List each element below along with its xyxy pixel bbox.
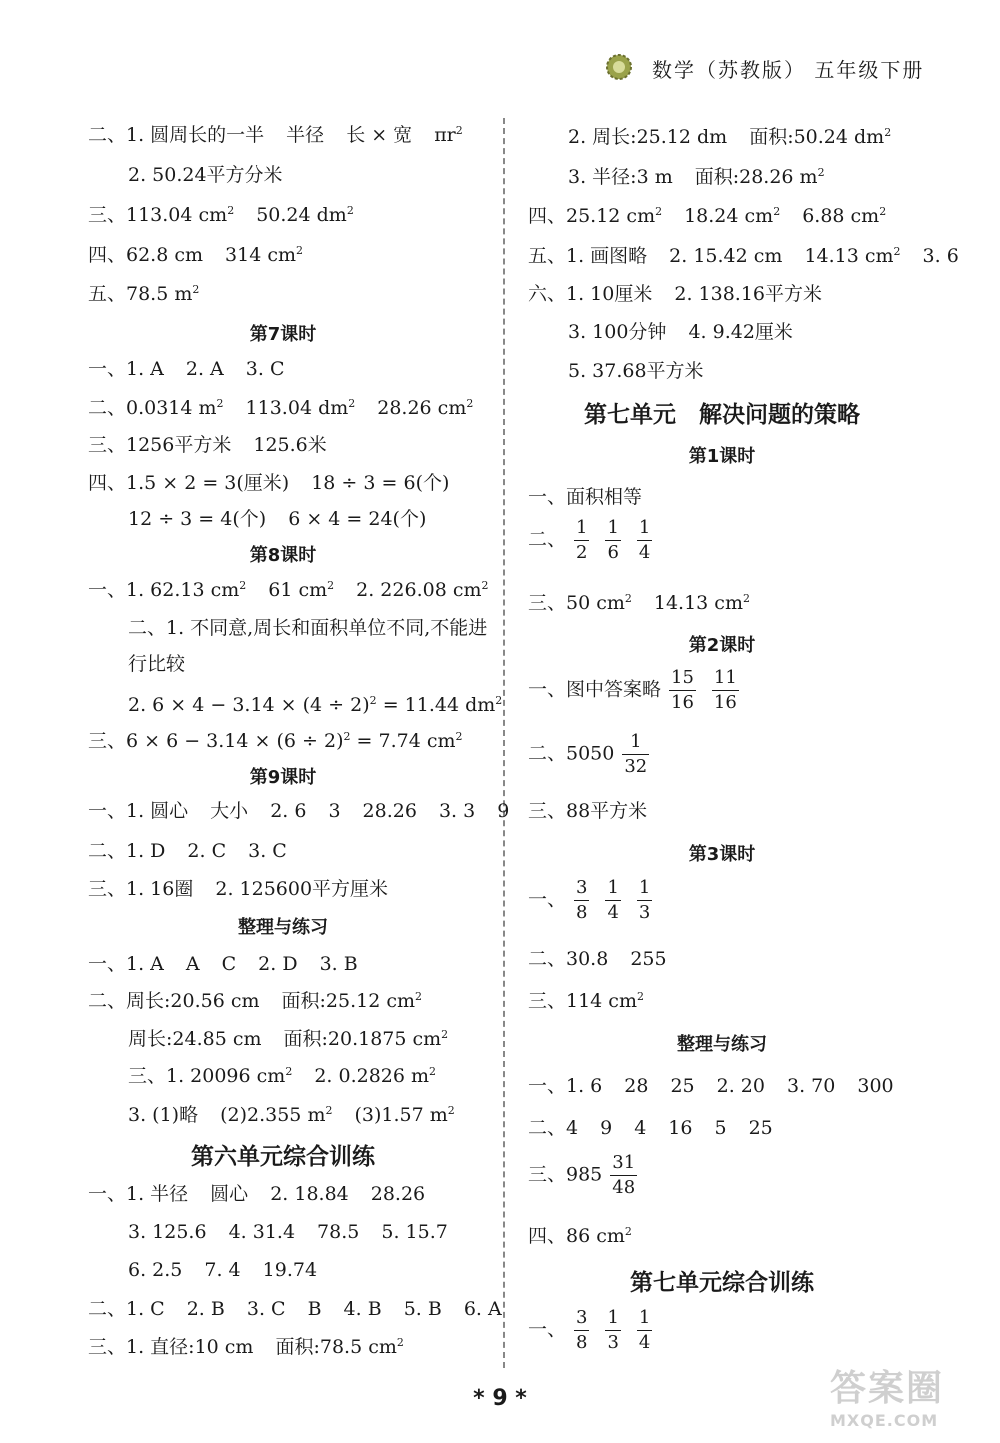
fraction-numerator: 1 <box>605 1306 620 1331</box>
answer-line <box>88 395 495 421</box>
answer-item: 2. 226.08 $cm^2$ <box>356 579 489 601</box>
badge-icon <box>604 52 634 82</box>
fraction-numerator: 15 <box>669 666 696 691</box>
answer-item: 28.26 $cm^2$ <box>377 397 474 419</box>
answer-item: 2. A <box>185 358 224 380</box>
answer-item: 3. C <box>246 1298 286 1320</box>
answer-item: 300 <box>857 1075 894 1097</box>
answer-item: B <box>307 1298 322 1320</box>
answer-line <box>88 242 325 268</box>
fraction <box>574 876 589 925</box>
answer-item: 一、面积相等 <box>528 486 643 508</box>
watermark-line1: 答案圈 <box>830 1368 945 1409</box>
answer-item: 5. 37.68平方米 <box>568 360 704 382</box>
fraction <box>622 730 649 779</box>
answer-item: 大小 <box>210 800 249 822</box>
answer-item: 28.26 <box>370 1183 426 1205</box>
answer-item: 六、1. 10厘米 <box>528 283 653 305</box>
answer-item: 一、1. 62.13 $cm^2$ <box>88 579 247 601</box>
answer-line <box>128 615 509 641</box>
fraction <box>637 876 652 925</box>
answer-item: 6.88 $cm^2$ <box>802 205 887 227</box>
answer-item: 2. B <box>186 1298 225 1320</box>
fraction-numerator: 3 <box>574 1306 589 1331</box>
answer-item: 2. 周长:25.12 dm <box>568 126 728 148</box>
fraction-numerator: 1 <box>637 1306 652 1331</box>
answer-item: A <box>185 953 200 975</box>
answer-line <box>88 951 380 977</box>
answer-item: 二、0.0314 $m^2$ <box>88 397 224 419</box>
answer-item: 255 <box>630 948 667 970</box>
answer-item: 3. 70 <box>787 1075 836 1097</box>
answer-item: 三、113.04 $cm^2$ <box>88 204 235 226</box>
answer-item: 3. 6 <box>922 245 959 267</box>
fraction <box>605 516 620 565</box>
answer-line <box>528 798 669 824</box>
answer-item: 50.24 $dm^2$ <box>256 204 354 226</box>
fraction-numerator: 1 <box>622 730 649 755</box>
answer-item: 9 <box>497 800 510 822</box>
fraction <box>610 1151 637 1200</box>
answer-item: 4. 9.42厘米 <box>688 321 793 343</box>
answer-item: 面积:50.24 $dm^2$ <box>749 126 892 148</box>
answer-item: 2. $6 \times 4 - 3.14 \times (4 \div 2)^2 = 11.44$ $dm^2$ <box>128 694 503 716</box>
answer-item: 5. 15.7 <box>381 1221 448 1243</box>
fraction <box>637 516 652 565</box>
answer-item: 2. 18.84 <box>270 1183 349 1205</box>
answer-line <box>88 988 444 1014</box>
answer-item: 二、1. 圆周长的一半 <box>88 124 265 146</box>
answer-item: 三、114 $cm^2$ <box>528 990 644 1012</box>
fraction-denominator: 6 <box>607 542 619 563</box>
answer-line <box>528 876 660 925</box>
answer-item: 6. 2.5 <box>128 1259 183 1281</box>
answer-prefix: 二、 <box>528 528 567 551</box>
answer-line <box>528 203 908 229</box>
answer-line <box>128 1026 470 1052</box>
section-heading: 第七单元 解决问题的策略 <box>584 402 860 428</box>
answer-item: 四、62.8 cm <box>88 244 204 266</box>
answer-line <box>128 1257 339 1283</box>
answer-item: 28.26 <box>362 800 417 822</box>
fraction-denominator: 4 <box>638 1332 651 1353</box>
answer-line <box>88 1296 524 1322</box>
answer-line <box>528 243 981 269</box>
answer-prefix: 一、 <box>528 888 567 911</box>
answer-line <box>88 838 309 864</box>
answer-line <box>568 124 913 150</box>
answer-item: 3. C <box>248 840 287 862</box>
answer-line <box>88 728 485 754</box>
answer-line <box>568 164 847 190</box>
answer-item: 25 <box>670 1075 695 1097</box>
answer-line <box>88 798 531 824</box>
answer-item: 3. 半径:3 m <box>568 166 673 188</box>
answer-line <box>528 666 747 715</box>
answer-item: 二、周长:20.56 cm <box>88 990 260 1012</box>
answer-item: 6 × 4 = 24(个) <box>288 508 427 530</box>
answer-line <box>128 1219 470 1245</box>
answer-item: 16 <box>668 1117 693 1139</box>
section-heading: 第9课时 <box>249 767 317 788</box>
answer-item: 78.5 <box>317 1221 360 1243</box>
header-title: 数学（苏教版） 五年级下册 <box>652 58 925 82</box>
answer-line <box>568 319 815 345</box>
fraction-denominator: 4 <box>607 902 619 923</box>
answer-item: 四、1.5 × 2 = 3(厘米) <box>88 472 290 494</box>
fraction-denominator: 3 <box>638 902 651 923</box>
fraction <box>605 1306 620 1355</box>
answer-line <box>128 692 524 718</box>
fraction-numerator: 1 <box>605 516 620 541</box>
answer-item: 125.6米 <box>253 434 327 456</box>
answer-item: 25 <box>748 1117 773 1139</box>
answer-item: 三、88平方米 <box>528 800 648 822</box>
answer-item: 二、1. 不同意,周长和面积单位不同,不能进 <box>128 617 488 639</box>
column-divider <box>503 118 505 1368</box>
fraction-denominator: 32 <box>624 756 648 777</box>
answer-item: 圆心 <box>210 1183 249 1205</box>
answer-line <box>528 988 666 1014</box>
answer-item: 一、1. 半径 <box>88 1183 189 1205</box>
answer-prefix: 一、 <box>528 1318 567 1341</box>
answer-prefix: 一、图中答案略 <box>528 678 662 701</box>
answer-item: 三、$6 \times 6 - 3.14 \times (6 \div 2)^2 = 7.74$ $cm^2$ <box>88 730 463 752</box>
watermark-line2: MXQE.COM <box>830 1411 939 1430</box>
answer-item: 5 <box>714 1117 727 1139</box>
fraction-numerator: 1 <box>637 516 652 541</box>
answer-prefix: 二、5050 <box>528 742 615 765</box>
answer-item: 3. 3 <box>438 800 476 822</box>
answer-item: 3. 125.6 <box>128 1221 207 1243</box>
answer-line <box>128 651 207 677</box>
answer-line <box>128 506 448 532</box>
section-heading: 第8课时 <box>249 545 317 566</box>
answer-item: 18.24 $cm^2$ <box>684 205 781 227</box>
answer-item: 三、1256平方米 <box>88 434 232 456</box>
answer-item: 三、1. 直径:10 cm <box>88 1336 254 1358</box>
fraction <box>574 516 589 565</box>
answer-item: 面积:25.12 $cm^2$ <box>281 990 422 1012</box>
section-heading: 第1课时 <box>688 446 756 467</box>
answer-item: 113.04 $dm^2$ <box>245 397 356 419</box>
answer-item: (3)1.57 $m^2$ <box>354 1104 455 1126</box>
answer-item: 2. 20 <box>716 1075 765 1097</box>
fraction-denominator: 3 <box>607 1332 619 1353</box>
answer-item: 4. 31.4 <box>228 1221 296 1243</box>
answer-item: 2. 6 <box>270 800 307 822</box>
answer-item: 2. 15.42 cm <box>669 245 783 267</box>
answer-item: 面积:20.1875 $cm^2$ <box>283 1028 449 1050</box>
answer-item: 一、1. A <box>88 358 164 380</box>
answer-item: 4. B <box>343 1298 382 1320</box>
answer-line <box>528 1073 916 1099</box>
answer-line <box>88 122 485 148</box>
answer-item: 12 ÷ 3 = 4(个) <box>128 508 267 530</box>
answer-item: 面积:28.26 $m^2$ <box>694 166 825 188</box>
fraction <box>605 876 620 925</box>
answer-line <box>88 202 376 228</box>
watermark-logo <box>830 1360 980 1430</box>
answer-item: 28 <box>624 1075 649 1097</box>
fraction-numerator: 1 <box>605 876 620 901</box>
section-heading: 第3课时 <box>688 844 756 865</box>
page-header <box>600 52 980 86</box>
answer-item: 2. C <box>187 840 227 862</box>
answer-item: 二、1. D <box>88 840 166 862</box>
answer-item: 半径 <box>286 124 325 146</box>
answer-item: 三、50 $cm^2$ <box>528 592 632 614</box>
answer-item: 四、25.12 $cm^2$ <box>528 205 663 227</box>
answer-item: 7. 4 <box>204 1259 241 1281</box>
fraction-numerator: 3 <box>574 876 589 901</box>
answer-item: 3 <box>328 800 341 822</box>
answer-item: 14.13 $cm^2$ <box>804 245 901 267</box>
fraction-denominator: 4 <box>638 542 651 563</box>
answer-item: 3. 100分钟 <box>568 321 667 343</box>
answer-item: 314 $cm^2$ <box>225 244 303 266</box>
answer-item: 3. C <box>245 358 285 380</box>
answer-item: 6. A <box>463 1298 502 1320</box>
answer-item: 三、1. 20096 $cm^2$ <box>128 1065 293 1087</box>
fraction-denominator: 8 <box>576 1332 588 1353</box>
fraction-numerator: 31 <box>610 1151 637 1176</box>
answer-line <box>528 281 844 307</box>
answer-item: 三、1. 16圈 <box>88 878 194 900</box>
section-heading: 第2课时 <box>688 635 756 656</box>
answer-line <box>88 470 471 496</box>
answer-item: 行比较 <box>128 653 186 675</box>
answer-item: 五、1. 画图略 <box>528 245 648 267</box>
answer-item: 3. (1)略 <box>128 1104 199 1126</box>
answer-line <box>528 516 660 565</box>
answer-item: 3. B <box>319 953 358 975</box>
fraction-numerator: 11 <box>712 666 739 691</box>
answer-item: 9 <box>600 1117 613 1139</box>
answer-item: 二、4 <box>528 1117 579 1139</box>
answer-prefix: 三、985 <box>528 1163 603 1186</box>
answer-line <box>528 946 689 972</box>
answer-line <box>528 1306 660 1355</box>
answer-line <box>128 1063 458 1089</box>
answer-item: 二、1. C <box>88 1298 165 1320</box>
fraction-denominator: 16 <box>713 692 737 713</box>
answer-item: 4 <box>634 1117 647 1139</box>
answer-item: 2. 0.2826 $m^2$ <box>314 1065 437 1087</box>
fraction <box>574 1306 589 1355</box>
section-heading: 整理与练习 <box>677 1034 767 1055</box>
answer-item: 2. D <box>258 953 298 975</box>
answer-item: 2. 138.16平方米 <box>674 283 823 305</box>
fraction-denominator: 16 <box>671 692 694 713</box>
answer-line <box>528 1151 645 1200</box>
answer-item: 一、1. 圆心 <box>88 800 189 822</box>
answer-item: 5. B <box>403 1298 442 1320</box>
answer-item: 一、1. A <box>88 953 164 975</box>
answer-item: 2. 50.24平方分米 <box>128 164 283 186</box>
fraction-denominator: 2 <box>576 542 588 563</box>
answer-item: 19.74 <box>262 1259 318 1281</box>
answer-item: 周长:24.85 cm <box>128 1028 262 1050</box>
answer-line <box>88 356 307 382</box>
fraction-denominator: 8 <box>576 902 588 923</box>
answer-item: 2. 125600平方厘米 <box>215 878 389 900</box>
answer-line <box>88 1334 426 1360</box>
fraction-numerator: 1 <box>637 876 652 901</box>
answer-item: 面积:78.5 $cm^2$ <box>275 1336 404 1358</box>
answer-item: 二、30.8 <box>528 948 609 970</box>
section-heading: 第七单元综合训练 <box>630 1270 814 1296</box>
answer-line <box>528 1115 795 1141</box>
answer-item: 14.13 $cm^2$ <box>653 592 750 614</box>
fraction-numerator: 1 <box>574 516 589 541</box>
section-heading: 整理与练习 <box>238 917 328 938</box>
fraction-denominator: 48 <box>612 1177 636 1198</box>
answer-line <box>128 162 305 188</box>
section-heading: 第7课时 <box>249 324 317 345</box>
answer-item: 长 × 宽 <box>346 124 413 146</box>
answer-item: C <box>221 953 237 975</box>
answer-line <box>88 1181 447 1207</box>
answer-line <box>528 484 664 510</box>
fraction <box>712 666 739 715</box>
answer-item: 18 ÷ 3 = 6(个) <box>311 472 450 494</box>
answer-line <box>88 432 349 458</box>
answer-item: 一、1. 6 <box>528 1075 603 1097</box>
answer-line <box>88 876 410 902</box>
answer-item: 五、78.5 $m^2$ <box>88 283 200 305</box>
answer-item: 61 $cm^2$ <box>268 579 335 601</box>
answer-item: $\pi r^2$ <box>434 124 463 146</box>
fraction <box>637 1306 652 1355</box>
answer-line <box>88 281 221 307</box>
page-number: * 9 * <box>473 1386 527 1411</box>
answer-line <box>568 358 726 384</box>
answer-line <box>528 730 657 779</box>
fraction <box>669 666 696 715</box>
answer-item: 四、86 $cm^2$ <box>528 1225 632 1247</box>
answer-line <box>88 577 511 603</box>
answer-item: (2)2.355 $m^2$ <box>220 1104 333 1126</box>
answer-line <box>528 590 772 616</box>
answer-line <box>528 1223 654 1249</box>
answer-line <box>128 1102 477 1128</box>
section-heading: 第六单元综合训练 <box>191 1144 375 1170</box>
